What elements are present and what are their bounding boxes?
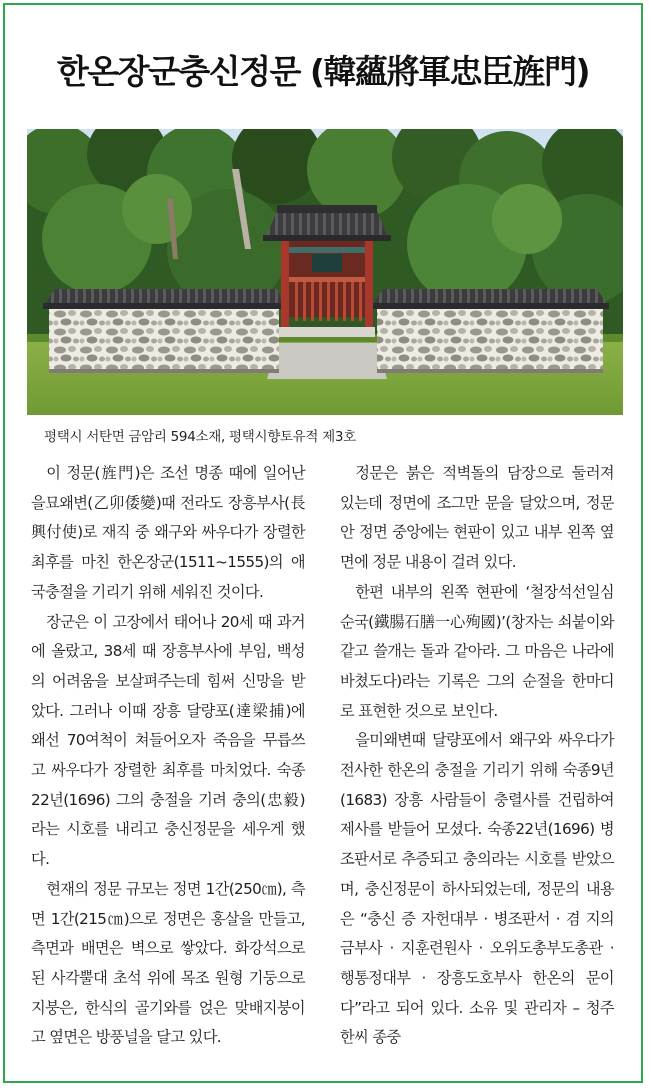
gate-photo	[27, 129, 623, 415]
article-column-right	[340, 459, 614, 1053]
paragraph: 현재의 정문 규모는 정면 1간(250㎝), 측면 1간(215㎝)으로 정면은 홍살을 만들고, 측면과 배면은 벽으로 쌓았다. 화강석으로 된 사각뿔대 초석 위에 목조 원형 기둥으로 지붕은, 한식의 골기와를 얹은 맞배지붕이고 옆면은 방풍널을 달고 있다.	[31, 879, 305, 1047]
photo-caption: 평택시 서탄면 금암리 594소재, 평택시향토유적 제3호	[44, 429, 356, 445]
paragraph: 장군은 이 고장에서 태어나 20세 때 과거에 올랐고, 38세 때 장흥부사에 부임, 백성의 어려움을 보살펴주는데 힘써 신망을 받았다. 그러나 이때 장흥 달량포(達梁捕)에 왜선 70여척이 쳐들어오자 죽음을 무릅쓰고 싸우다가 장렬한 최후를 마치었다. 숙종 22년(1696) 그의 충절을 기려 충의(忠毅)라는 시호를 내리고 충신정문을 세우게 했다.	[31, 612, 305, 869]
page-title: 한온장군충신정문 (韓蘊將軍忠臣旌門)	[56, 52, 590, 92]
paragraph: 정문은 붉은 적벽돌의 담장으로 둘러져 있는데 정면에 조그만 문을 달았으며, 정문 안 정면 중앙에는 현판이 있고 내부 왼쪽 옆면에 정문 내용이 걸려 있다.	[340, 464, 614, 572]
paragraph: 이 정문(旌門)은 조선 명종 때에 일어난 을묘왜변(乙卯倭變)때 전라도 장흥부사(長興付使)로 재직 중 왜구와 싸우다가 장렬한 최후를 마친 한온장군(1511~1555)의 애국충절을 기리기 위해 세워진 것이다.	[31, 464, 305, 601]
article-column-left	[31, 459, 305, 1053]
paragraph: 을미왜변때 달량포에서 왜구와 싸우다가 전사한 한온의 충절을 기리기 위해 숙종9년(1683) 장흥 사람들이 충렬사를 건립하여 제사를 받들어 모셨다. 숙종22년(1696) 병조판서로 추증되고 충의라는 시호를 받았으며, 충신정문이 하사되었는데, 정문의 내용은 “충신 증 자헌대부 · 병조판서 · 겸 지의금부사 · 지훈련원사 · 오위도총부도총관 · 행통정대부 · 장흥도호부사 한온의 문이다”라고 되어 있다. 소유 및 관리자 – 청주 한씨 종중	[340, 731, 614, 1047]
paragraph: 한편 내부의 왼쪽 현판에 ‘철장석선일심순국(鐵腸石膳一心殉國)’(창자는 쇠붙이와 같고 쓸개는 돌과 같아라. 그 마음은 나라에 바쳤도다)라는 기록은 그의 순절을 한마디로 표현한 것으로 보인다.	[340, 582, 614, 720]
